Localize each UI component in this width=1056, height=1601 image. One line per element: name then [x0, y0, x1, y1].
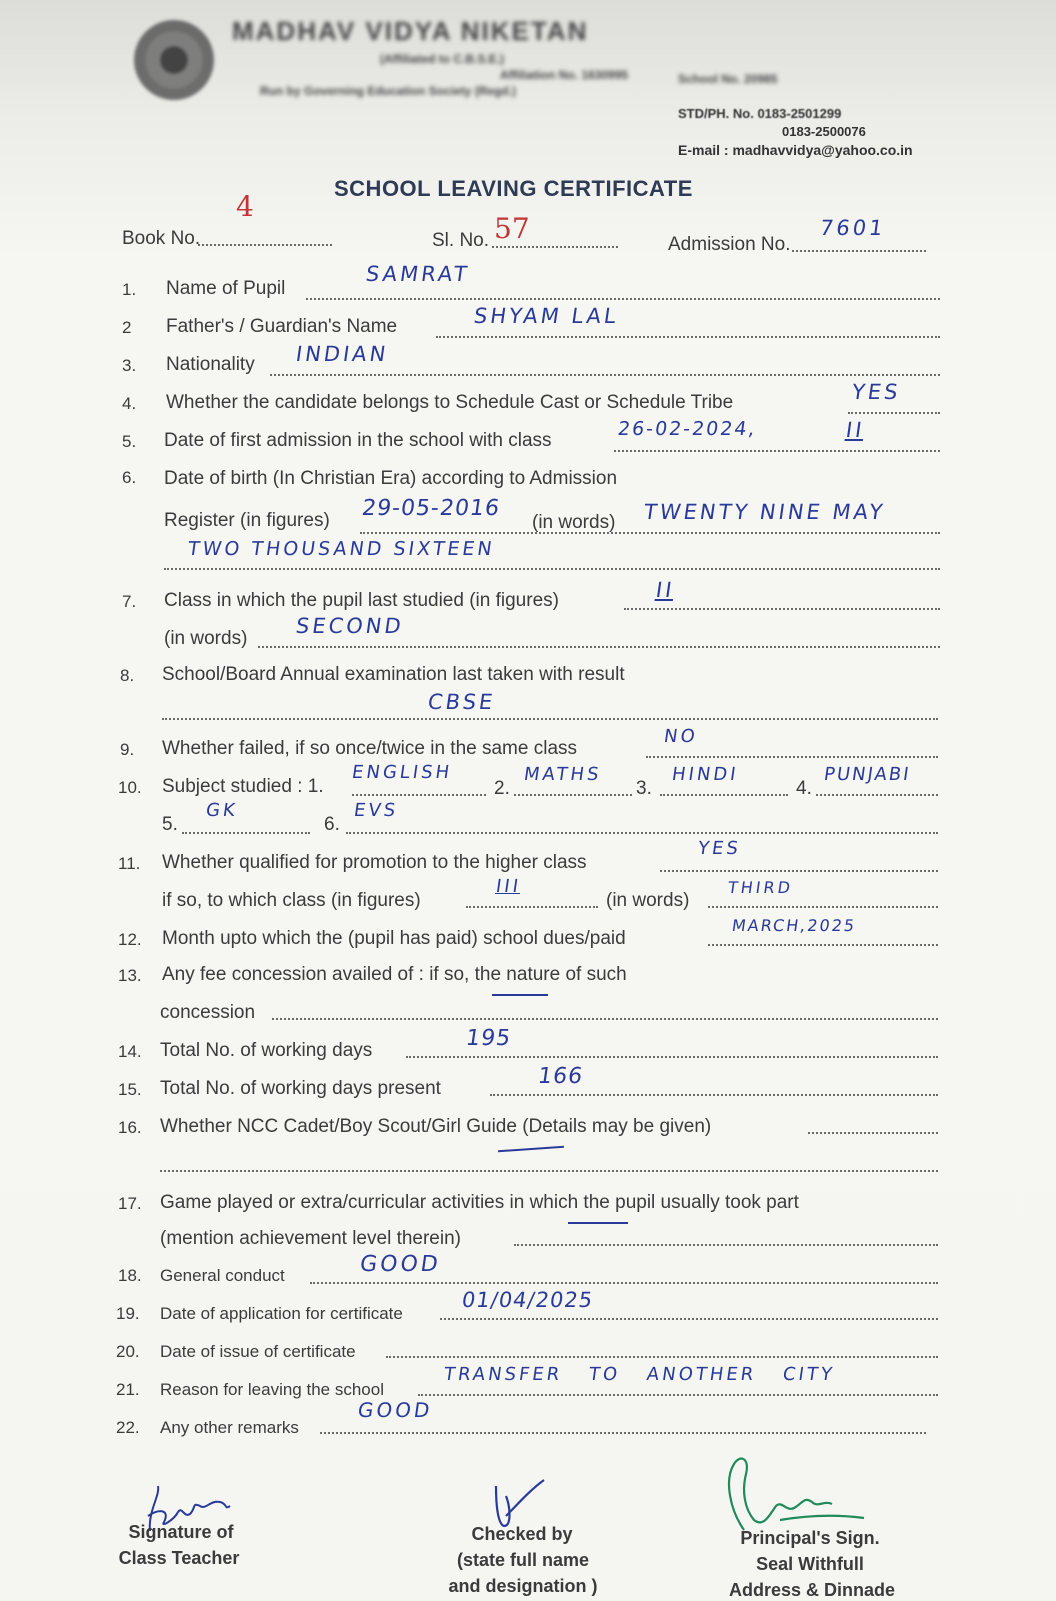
class-teacher-label-1: Signature of [128, 1522, 234, 1542]
item-10-line-2 [514, 794, 632, 796]
item-10-label: Subject studied : 1. [162, 776, 324, 797]
item-1-value: SAMRAT [364, 262, 472, 286]
admission-no-value: 7601 [818, 216, 888, 240]
item-14-number: 14. [118, 1042, 142, 1061]
item-16-line [808, 1132, 938, 1134]
school-logo [128, 14, 220, 106]
book-no-value: 4 [236, 190, 254, 223]
header-line-4: School No. 20985 [678, 72, 778, 86]
item-22-label: Any other remarks [160, 1418, 299, 1437]
principal-label-3: Address & Dinnade [728, 1580, 896, 1600]
item-7-value-2: SECOND [294, 614, 406, 638]
item-21-label: Reason for leaving the school [160, 1380, 384, 1399]
item-12-number: 12. [118, 930, 142, 949]
principal-label-1: Principal's Sign. [740, 1528, 880, 1548]
item-5-label: Date of first admission in the school with class [164, 430, 552, 451]
item-16-label: Whether NCC Cadet/Boy Scout/Girl Guide (Details may be given) [160, 1116, 712, 1137]
item-10-line-3 [660, 794, 788, 796]
book-no-line [198, 244, 332, 246]
item-6-label-3: (in words) [532, 512, 616, 533]
item-13-line [272, 1018, 938, 1020]
item-11-class-figures: III [494, 876, 523, 897]
item-1-label: Name of Pupil [166, 278, 286, 299]
principal-signature [724, 1450, 874, 1540]
item-16-line-2 [160, 1170, 938, 1172]
item-11-label-2: if so, to which class (in figures) [162, 890, 421, 911]
header-email: E-mail : madhavvidya@yahoo.co.in [678, 142, 913, 158]
header-line-3: Run by Governing Education Society (Regd.) [260, 84, 517, 98]
item-10-subject-2: MATHS [522, 764, 603, 785]
item-6-dob-words-2: TWO THOUSAND SIXTEEN [186, 538, 497, 560]
item-10-line-4 [816, 794, 938, 796]
item-10-subject-num-3: 3. [636, 778, 652, 799]
item-18-number: 18. [118, 1266, 142, 1285]
item-10-subject-4: PUNJABI [822, 764, 912, 785]
item-18-value: GOOD [358, 1252, 443, 1277]
item-8-label: School/Board Annual examination last taken with result [162, 664, 625, 685]
item-9-label: Whether failed, if so once/twice in the same class [162, 738, 578, 759]
item-6-line-2 [164, 568, 940, 570]
principal-label-2: Seal Withfull [756, 1554, 864, 1574]
item-14-value: 195 [464, 1026, 513, 1051]
header-line-2: Affiliation No. 1630995 [500, 68, 629, 82]
item-14-line [406, 1056, 938, 1058]
item-11-label-3: (in words) [606, 890, 690, 911]
item-10-subject-num-2: 2. [494, 778, 510, 799]
header-phone-1: STD/PH. No. 0183-2501299 [678, 106, 842, 121]
item-6-dob-figures: 29-05-2016 [360, 496, 502, 521]
item-4-label: Whether the candidate belongs to Schedule Cast or Schedule Tribe [166, 392, 734, 413]
item-7-line-2 [258, 646, 940, 648]
item-22-number: 22. [116, 1418, 140, 1437]
item-22-value: GOOD [356, 1398, 435, 1422]
item-3-line [270, 374, 940, 376]
item-12-line [708, 944, 938, 946]
admission-no-label: Admission No. [668, 234, 791, 255]
item-4-number: 4. [122, 394, 137, 413]
checked-by-label-1: Checked by [471, 1524, 573, 1544]
item-10-subject-num-5: 5. [162, 814, 178, 835]
item-13-dash [492, 994, 548, 996]
item-4-value: YES [850, 380, 903, 404]
item-19-number: 19. [116, 1304, 140, 1323]
item-12-label: Month upto which the (pupil has paid) school dues/paid [162, 928, 626, 949]
item-19-value: 01/04/2025 [460, 1288, 595, 1312]
item-20-label: Date of issue of certificate [160, 1342, 356, 1361]
item-5-line [614, 450, 940, 452]
item-10-subject-num-6: 6. [324, 814, 340, 835]
item-18-label: General conduct [160, 1266, 285, 1285]
item-19-label: Date of application for certificate [160, 1304, 403, 1323]
item-7-value: II [654, 578, 677, 602]
item-2-value: SHYAM LAL [472, 304, 621, 328]
item-10-number: 10. [118, 778, 142, 797]
item-11-line-2 [466, 906, 598, 908]
item-13-label: Any fee concession availed of : if so, the nature of such [162, 964, 627, 985]
item-6-number: 6. [122, 468, 137, 487]
item-10-subject-6: EVS [352, 800, 400, 821]
checked-by-label-2: (state full name [456, 1550, 590, 1570]
item-19-line [440, 1318, 938, 1320]
item-9-number: 9. [120, 740, 135, 759]
item-14-label: Total No. of working days [160, 1040, 373, 1061]
item-21-number: 21. [116, 1380, 140, 1399]
item-12-value: MARCH,2025 [730, 916, 858, 935]
item-11-number: 11. [118, 854, 141, 873]
item-6-line [360, 532, 940, 534]
item-2-line [436, 336, 940, 338]
item-9-line [646, 756, 938, 758]
sl-no-line [492, 246, 618, 248]
item-4-line [848, 412, 940, 414]
item-13-number: 13. [118, 966, 142, 985]
sl-no-value: 57 [494, 212, 530, 245]
item-5-value: 26-02-2024, [616, 418, 759, 440]
item-10-line-1 [352, 794, 486, 796]
item-10-subject-num-4: 4. [796, 778, 812, 799]
item-22-line [320, 1432, 926, 1434]
item-10-subject-3: HINDI [670, 764, 740, 785]
school-name: MADHAV VIDYA NIKETAN [232, 16, 589, 46]
item-11-value: YES [696, 838, 743, 859]
item-18-line [310, 1282, 938, 1284]
item-7-number: 7. [122, 592, 137, 611]
book-no-label: Book No. [122, 228, 201, 249]
item-1-line [306, 298, 940, 300]
item-16-dash [498, 1146, 564, 1153]
item-11-label: Whether qualified for promotion to the higher class [162, 852, 587, 873]
item-7-label-2: (in words) [164, 628, 248, 649]
item-11-class-words: THIRD [726, 878, 795, 897]
item-10-line-5 [182, 832, 310, 834]
item-7-label: Class in which the pupil last studied (in figures) [164, 590, 559, 611]
item-16-number: 16. [118, 1118, 142, 1137]
item-6-label: Date of birth (In Christian Era) according to Admission [164, 468, 618, 489]
item-5-class-value: II [844, 418, 867, 442]
item-10-subject-5: GK [204, 800, 240, 821]
item-8-value: CBSE [426, 690, 497, 714]
item-17-label-2: (mention achievement level therein) [160, 1228, 461, 1249]
class-teacher-label-2: Class Teacher [118, 1548, 240, 1568]
checked-by-label-3: and designation ) [448, 1576, 598, 1596]
item-3-value: INDIAN [294, 342, 391, 366]
item-2-label: Father's / Guardian's Name [166, 316, 398, 337]
item-5-number: 5. [122, 432, 137, 451]
item-8-number: 8. [120, 666, 135, 685]
admission-no-line [792, 250, 926, 252]
header-phone-2: 0183-2500076 [782, 124, 866, 139]
item-21-value: TRANSFER TO ANOTHER CITY [442, 1364, 837, 1385]
item-17-label: Game played or extra/curricular activities in which the pupil usually took part [160, 1192, 799, 1213]
item-15-label: Total No. of working days present [160, 1078, 441, 1099]
item-6-label-2: Register (in figures) [164, 510, 330, 531]
item-15-value: 166 [536, 1064, 585, 1089]
item-9-value: NO [662, 726, 700, 747]
item-1-number: 1. [122, 280, 137, 299]
item-17-number: 17. [118, 1194, 142, 1213]
item-3-label: Nationality [166, 354, 255, 375]
item-17-dash [568, 1222, 628, 1224]
item-8-line [162, 718, 938, 720]
item-11-line [660, 870, 938, 872]
item-11-line-3 [708, 906, 938, 908]
item-10-line-6 [346, 832, 938, 834]
sl-no-label: Sl. No. [432, 230, 490, 251]
item-17-line [514, 1244, 938, 1246]
item-6-dob-words: TWENTY NINE MAY [642, 500, 887, 524]
item-2-number: 2 [122, 318, 132, 337]
item-20-number: 20. [116, 1342, 140, 1361]
item-10-subject-1: ENGLISH [350, 762, 454, 783]
item-7-line [624, 608, 940, 610]
item-15-number: 15. [118, 1080, 142, 1099]
item-20-line [386, 1356, 938, 1358]
item-15-line [490, 1094, 938, 1096]
item-21-line [418, 1394, 938, 1396]
item-13-label-2: concession [160, 1002, 256, 1023]
header-line-1: (Affiliated to C.B.S.E.) [380, 52, 504, 66]
certificate-title: SCHOOL LEAVING CERTIFICATE [334, 176, 693, 201]
item-3-number: 3. [122, 356, 137, 375]
